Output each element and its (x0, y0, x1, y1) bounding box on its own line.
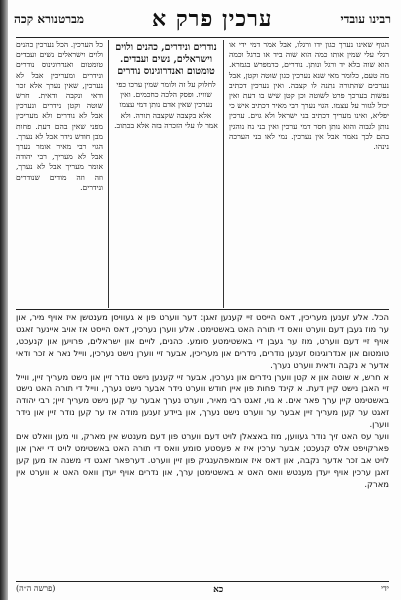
section-divider (16, 309, 389, 310)
page-header (14, 2, 391, 36)
page-footer (16, 584, 389, 596)
page-signature: כא (213, 585, 224, 595)
page-gutter-shadow (0, 0, 8, 600)
mishna-column (108, 40, 224, 308)
mishna-column-text: לחלוק על זה ולומר שמין ערכו כפי שוויו. ופסק הלכה כחכמים. ואין נערכין שאין אדם נותן דמי עצמו אלא בקצבה שקצבה תורה. ולא אמר לו עלי הזכרה בזה אלא בכתוב. (114, 80, 218, 130)
page-title: ערכין פרק א (152, 6, 273, 32)
footer-left: (פרשה ה״ה) (16, 584, 56, 593)
translation-paragraph: א חרש, א שוטה און א קטן ווערן נידרים און נערכין, אבער זיי קענען נישט נודר זיין און נישט מעריך זיין, ווייל זיי האבן נישט קיין דעת. א קינד פחות פון איין חודש ווערט נידר אבער נישט נערך, ווייל די תורה האט נישט באשטימט קיין ערך פאר אים. א גוי, זאגט רבי מאיר, ווערט נערך אבער ער קען נישט מעריך זיין; רבי יהודה זאגט ער קען מעריך זיין אבער ער ווערט נישט נערך, און ביידע זענען מודה אז ער קען נודר זיין און נידר ווערן. (16, 371, 389, 430)
translation-paragraph: ווער עס האט זיך נודר געווען, מוז באצאלן לויט דעם ווערט פון דעם מענטש אין מארק, ווי מען וואלט אים פארקויפט אלס קנעכט; אבער ערכין איז א פעסטע סומע וואס די תורה האט באשטימט לויט די יארן און לויט אב זכר אדער נקבה, און דאס איז אומאפהענגיק פון זיין ווערט. דערפאר זאגט די משנה אז מען קען זאגן ערכין אויף יעדן מענטש וואס האט א באשטימטן ערך, און נדרים אויף יעדן וואס האט א ווערט אין מארק. (16, 431, 389, 489)
commentary-section (16, 40, 389, 308)
commentary-right-column: הגוף שאינו נערך כגון ידו ורגלו, אבל אמר דמי ידי או רגלי עלי שמין אותו כמה הוא שוה ביד או ברגל וכמה הוא שוה בלא יד ורגל ונותן. נודרים, כדמפרש בגמרא. מה טעם, כלומר מאי שנא נערכין כגון שוטה וקטן, אבל נערכים שהתורה נתנה לו קצבה. ואין נערכין דכתיב נפשות בערכך פרט לשוטה וכן קטן שיש בו דעת ואין יכול לגזור על עצמו. הגוי נערך רבי מאיר דכתיב איש כי יפליא, ואינו מעריך דכתיב בני ישראל ולא גוים. ערכין נותן לגבוה והוא נותן חסר דמי ערכין ואין בני נח נוהגין בהם לכך נאמר אבל אין נערכין. נמי לאו בני הערכה נינהו. (229, 40, 389, 152)
header-rule (16, 37, 389, 38)
header-left: מברטנורא קכה (14, 11, 84, 26)
footer-rule (16, 581, 389, 582)
translation-section (16, 312, 389, 580)
mishna-heading: נודרים ונידרים, כהנים ולוים וישראלים, נשים ועבדים. טומטום ואנדרוגינוס נודרים (115, 42, 217, 77)
translation-paragraph: הכל. אלע זענען מעריכין, דאס הייסט זיי קענען זאגן: דער ווערט פון א געוויסן מענטשן איז אויף מיר, און ער מוז געבן דעם ווערט וואס די תורה האט באשטימט. אלע ווערן נערכין, דאס הייסט אז אויב איינער זאגט אויף זיי דעם ווערט, מוז ער געבן די באשטימטע סומע. כהנים, לויים און ישראלים, פרויען און קנעכט, טומטום און אנדרוגינוס זענען נודרים, נידרים און מעריכין, אבער זיי ווערן נישט נערכין, ווייל נאר א זכר ודאי אדער א נקבה ודאית ווערט נערך. (16, 312, 389, 370)
header-right: רבינו עובדי (340, 11, 391, 26)
footer-right: ידי (380, 584, 389, 593)
commentary-left-column: כל הערכין. הכל נערכין כהנים ולוים וישראלים נשים ועבדים טומטום ואנדרוגינוס נודרים ונידרים ומעריכין אבל לא נערכין, שאין נערך אלא זכר ודאי ונקבה ודאית. חרש שוטה וקטן נידרים ונערכין אבל לא נודרים ולא מעריכין מפני שאין בהם דעת. פחות מבן חודש נידר אבל לא נערך. הגוי רבי מאיר אומר נערך אבל לא מעריך, רבי יהודה אומר מעריך אבל לא נערך, וזה וזה מודים שנודרים ונידרים. (16, 40, 103, 192)
